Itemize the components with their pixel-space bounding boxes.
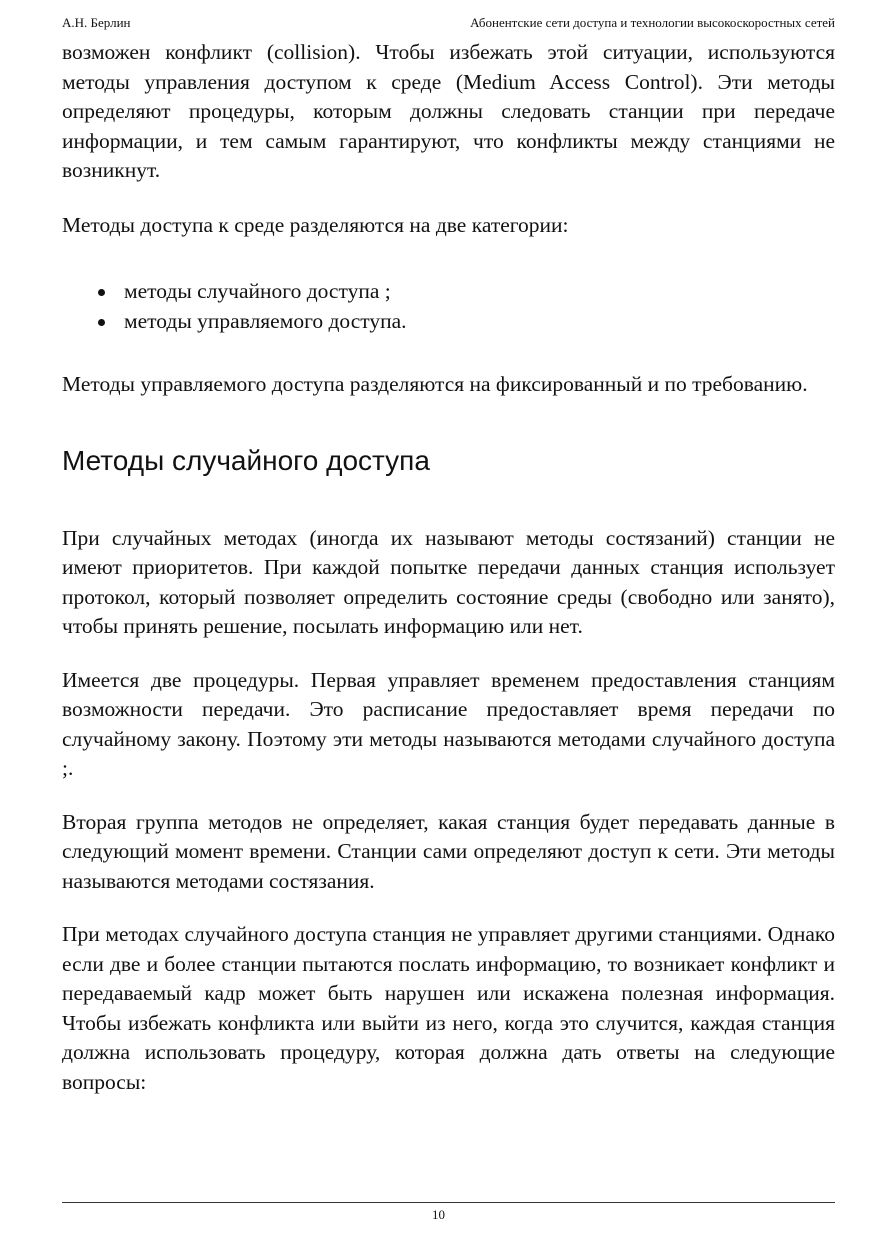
page-number: 10 [432,1207,445,1222]
paragraph-controlled-access: Методы управляемого доступа разделяются на фиксированный и по требованию. [62,372,808,396]
header-book-title: Абонентские сети доступа и технологии высокоскоростных сетей [470,15,835,30]
paragraph-conflict: При методах случайного доступа станция не управляет другими станциями. Однако если две и более станции пытаются послать информацию, то возникает конфликт и передаваемый кадр может быть нарушен или искажена полезная информация. Чтобы избежать конфликта или выйти из него, когда это случится, каждая станция должна использовать процедуру, которая должна дать ответы на следующие вопросы: [62,922,835,1094]
list-item [98,306,835,336]
paragraph-categories-intro: Методы доступа к среде разделяются на две категории: [62,212,569,237]
page-content [62,38,835,1097]
paragraph-random-methods: При случайных методах (иногда их называют методы состязаний) станции не имеют приоритетов. При каждой попытке передачи данных станция использует протокол, который позволяет определить состояние среды (свободно или занято), чтобы принять решение, посылать информацию или нет. [62,525,835,638]
header-author: А.Н. Берлин [62,15,131,30]
paragraph-second-group: Вторая группа методов не определяет, какая станция будет передавать данные в следующий момент времени. Станции сами определяют доступ к сети. Эти методы называются методами состязания. [62,809,835,893]
list-item-text: методы случайного доступа ; [124,279,391,303]
paragraph-two-procedures: Имеется две процедуры. Первая управляет временем предоставления станциям возможности передачи. Это расписание предоставляет время передачи по случайному закону. Поэтому эти методы называются методами случайного доступа ;. [62,667,835,780]
bullet-icon [98,289,105,296]
list-item [98,276,835,306]
bullet-icon [98,319,105,326]
paragraph-collision: возможен конфликт (collision). Чтобы избежать этой ситуации, используются методы управления доступом к среде (Medium Access Control). Эти методы определяют процедуры, которым должны следовать станции при передаче информации, и тем самым гарантируют, что конфликты между станциями не возникнут. [62,40,835,182]
page-header [62,15,835,35]
list-item-text: методы управляемого доступа. [124,309,407,333]
footer-divider [62,1202,835,1203]
section-title: Методы случайного доступа [62,444,430,476]
categories-list [62,276,835,336]
